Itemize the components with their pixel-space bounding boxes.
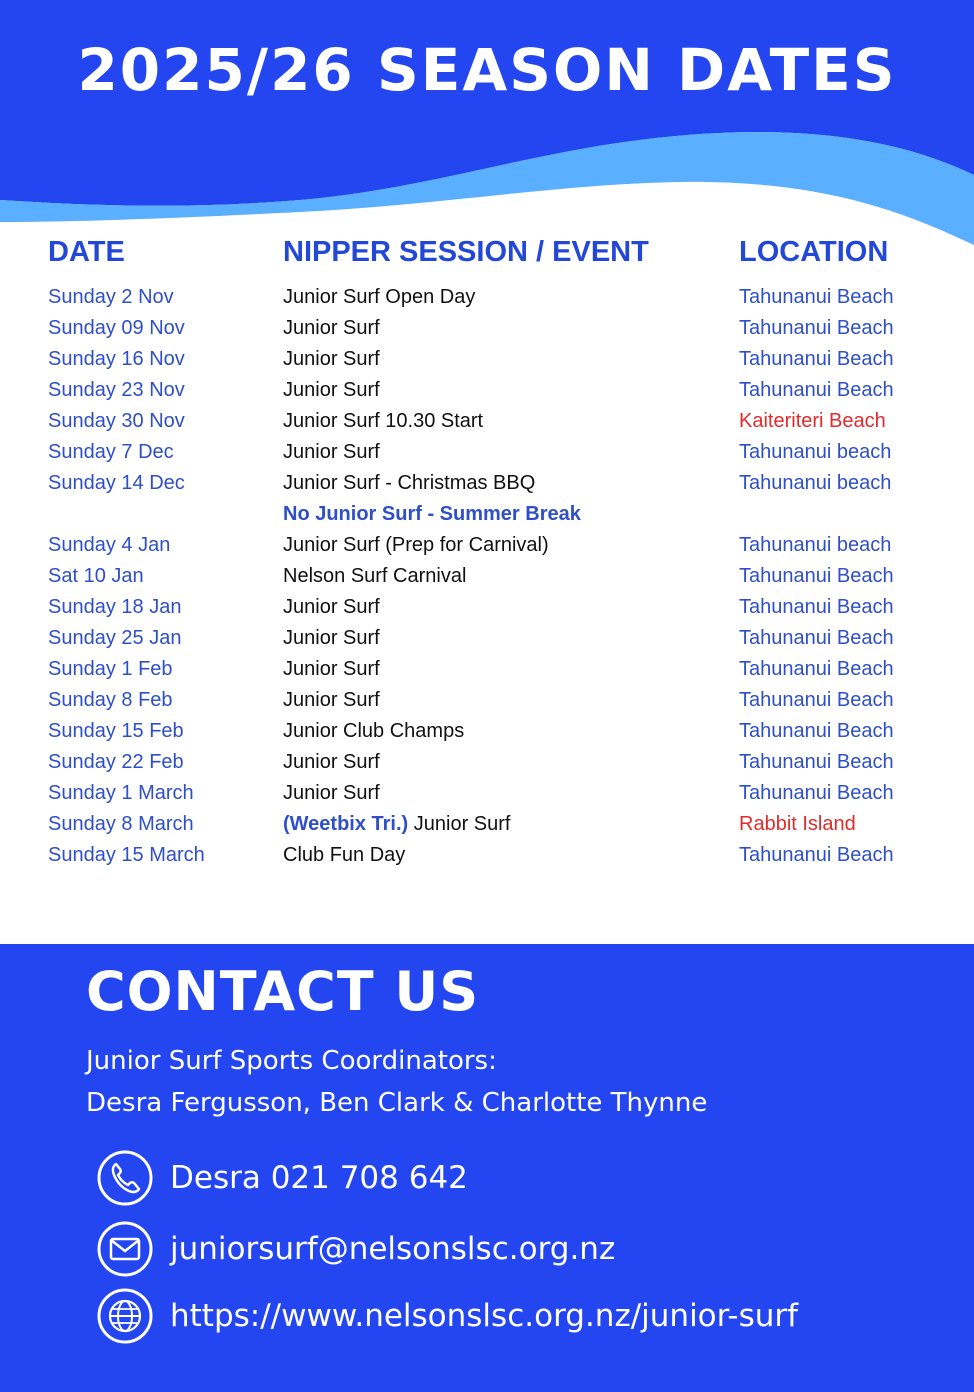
coordinators-label: Junior Surf Sports Coordinators: — [86, 1046, 497, 1076]
row-date: Sunday 30 Nov — [48, 410, 185, 432]
header-banner — [0, 0, 974, 250]
schedule-table — [0, 282, 974, 871]
globe-icon — [96, 1287, 154, 1345]
row-event: Junior Surf — [283, 379, 380, 401]
row-date: Sunday 16 Nov — [48, 348, 185, 370]
contact-section — [0, 944, 974, 1392]
mail-icon — [96, 1220, 154, 1278]
schedule-row — [0, 809, 974, 840]
phone-text: Desra 021 708 642 — [170, 1160, 468, 1196]
row-date: Sunday 2 Nov — [48, 286, 174, 308]
schedule-row — [0, 282, 974, 313]
row-location: Tahunanui Beach — [739, 565, 894, 587]
row-date: Sunday 8 March — [48, 813, 194, 835]
schedule-row — [0, 592, 974, 623]
schedule-row — [0, 313, 974, 344]
event-text: Junior Surf — [408, 813, 511, 835]
row-date: Sat 10 Jan — [48, 565, 144, 587]
row-date: Sunday 22 Feb — [48, 751, 184, 773]
row-event: Club Fun Day — [283, 844, 406, 866]
row-location: Tahunanui Beach — [739, 627, 894, 649]
coordinators-names: Desra Fergusson, Ben Clark & Charlotte Thynne — [86, 1088, 708, 1118]
row-location: Tahunanui Beach — [739, 844, 894, 866]
row-event: Junior Surf (Prep for Carnival) — [283, 534, 549, 556]
page-title: 2025/26 SEASON DATES — [77, 36, 897, 104]
website-contact[interactable] — [96, 1287, 946, 1345]
row-location: Tahunanui Beach — [739, 720, 894, 742]
row-date: Sunday 09 Nov — [48, 317, 185, 339]
schedule-row — [0, 561, 974, 592]
row-event: Nelson Surf Carnival — [283, 565, 467, 587]
row-event: Junior Surf — [283, 441, 380, 463]
row-location: Tahunanui Beach — [739, 379, 894, 401]
row-location: Tahunanui beach — [739, 441, 892, 463]
schedule-row — [0, 468, 974, 499]
event-tag: (Weetbix Tri.) — [283, 813, 409, 835]
phone-icon — [96, 1149, 154, 1207]
row-event: Junior Surf — [283, 317, 380, 339]
summer-break-label: No Junior Surf - Summer Break — [283, 503, 581, 525]
row-location: Tahunanui Beach — [739, 658, 894, 680]
row-location: Tahunanui Beach — [739, 751, 894, 773]
schedule-row — [0, 530, 974, 561]
schedule-break-row — [0, 499, 974, 530]
row-event: Junior Surf — [283, 627, 380, 649]
row-location: Tahunanui beach — [739, 472, 892, 494]
email-contact[interactable] — [96, 1220, 946, 1278]
schedule-row — [0, 716, 974, 747]
row-event: Junior Surf — [283, 348, 380, 370]
row-date: Sunday 8 Feb — [48, 689, 173, 711]
schedule-row — [0, 778, 974, 809]
row-location: Tahunanui Beach — [739, 286, 894, 308]
schedule-row — [0, 375, 974, 406]
email-link[interactable]: juniorsurf@nelsonslsc.org.nz — [170, 1231, 616, 1267]
row-event: Junior Surf — [283, 751, 380, 773]
row-event: Junior Surf — [283, 782, 380, 804]
row-event: Junior Club Champs — [283, 720, 465, 742]
column-header-event: NIPPER SESSION / EVENT — [283, 236, 649, 268]
row-event: Junior Surf 10.30 Start — [283, 410, 484, 432]
row-date: Sunday 15 Feb — [48, 720, 184, 742]
row-date: Sunday 15 March — [48, 844, 205, 866]
row-date: Sunday 1 Feb — [48, 658, 173, 680]
row-date: Sunday 25 Jan — [48, 627, 182, 649]
row-location: Tahunanui Beach — [739, 348, 894, 370]
row-event: Junior Surf — [283, 596, 380, 618]
row-date: Sunday 1 March — [48, 782, 194, 804]
row-event: Junior Surf - Christmas BBQ — [283, 472, 536, 494]
row-location: Tahunanui beach — [739, 534, 892, 556]
schedule-row — [0, 747, 974, 778]
row-event: Junior Surf — [283, 689, 380, 711]
row-date: Sunday 23 Nov — [48, 379, 185, 401]
column-header-location: LOCATION — [739, 236, 889, 268]
row-location: Tahunanui Beach — [739, 317, 894, 339]
row-event — [283, 809, 510, 840]
row-date: Sunday 7 Dec — [48, 441, 174, 463]
phone-contact[interactable] — [96, 1149, 946, 1207]
schedule-row — [0, 840, 974, 871]
schedule-row — [0, 344, 974, 375]
schedule-row — [0, 685, 974, 716]
schedule-row — [0, 654, 974, 685]
row-location: Rabbit Island — [739, 813, 856, 835]
schedule-row — [0, 406, 974, 437]
row-date: Sunday 4 Jan — [48, 534, 171, 556]
column-header-date: DATE — [48, 236, 125, 268]
contact-title: CONTACT US — [86, 960, 480, 1023]
row-date: Sunday 14 Dec — [48, 472, 185, 494]
row-event: Junior Surf Open Day — [283, 286, 476, 308]
row-event: Junior Surf — [283, 658, 380, 680]
schedule-row — [0, 623, 974, 654]
row-location: Tahunanui Beach — [739, 782, 894, 804]
website-link[interactable]: https://www.nelsonslsc.org.nz/junior-surf — [170, 1298, 799, 1334]
row-location: Tahunanui Beach — [739, 596, 894, 618]
row-date: Sunday 18 Jan — [48, 596, 182, 618]
row-location: Kaiteriteri Beach — [739, 410, 886, 432]
row-location: Tahunanui Beach — [739, 689, 894, 711]
schedule-row — [0, 437, 974, 468]
